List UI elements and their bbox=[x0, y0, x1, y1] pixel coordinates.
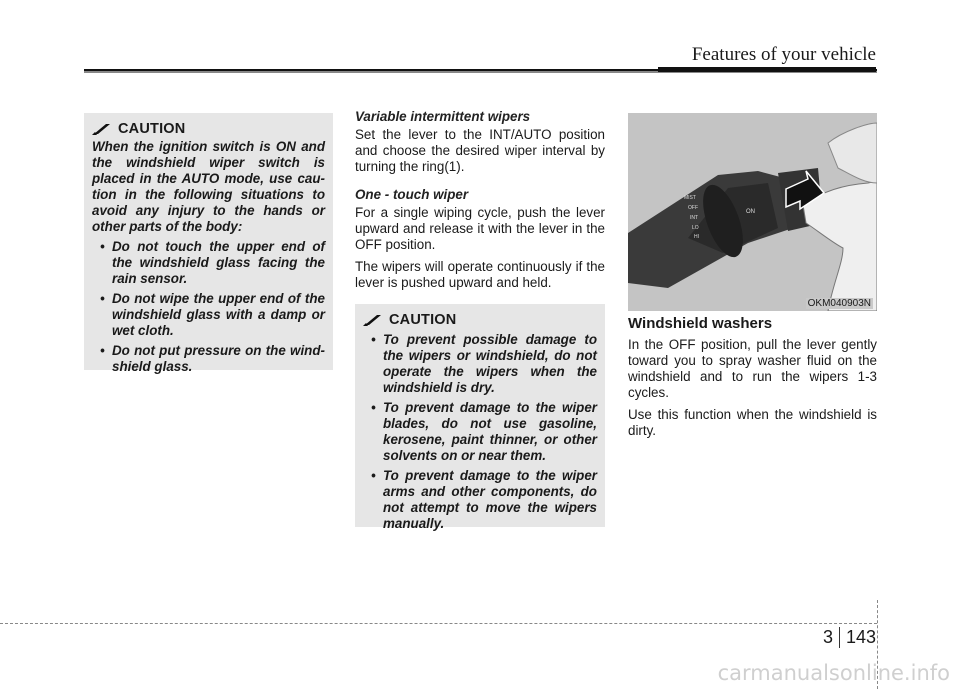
caution-label: CAUTION bbox=[118, 121, 186, 137]
caution-bullet-list bbox=[92, 239, 325, 375]
washers-usage-text: Use this function when the windshield is dirty. bbox=[628, 407, 877, 438]
header-rule-accent bbox=[658, 67, 876, 72]
lever-label: LO bbox=[692, 225, 699, 231]
watermark-text: carmanualsonline.info bbox=[717, 661, 950, 685]
caution-pencil-icon bbox=[92, 123, 112, 135]
caution-bullet: • To prevent possible damage to the wipers or windshield, do not operate the wipers when the windshield is dry. bbox=[363, 332, 597, 396]
right-column bbox=[628, 315, 877, 445]
page-header-title: Features of your vehicle bbox=[691, 44, 876, 65]
caution-bullet: • Do not touch the upper end of the windshield glass facing the rain sensor. bbox=[92, 239, 325, 287]
washers-heading: Windshield washers bbox=[628, 315, 773, 332]
one-touch-text: For a single wiping cycle, push the lever upward and release it with the lever in the OFF position. bbox=[355, 205, 605, 252]
footer-rule bbox=[0, 623, 877, 624]
caution-bullet-list bbox=[363, 332, 597, 532]
lever-label: OFF bbox=[688, 205, 698, 211]
variable-wipers-text: Set the lever to the INT/AUTO position and choose the desired wiper interval by turning the ring(1). bbox=[355, 127, 605, 174]
lever-label: MIST bbox=[684, 195, 696, 201]
lever-label: HI bbox=[694, 234, 699, 240]
middle-column bbox=[355, 109, 605, 297]
one-touch-heading: One - touch wiper bbox=[355, 187, 469, 202]
caution-bullet: • Do not put pressure on the wind- shield glass. bbox=[92, 343, 325, 375]
caution-bullet: • To prevent damage to the wiper arms and other components, do not attempt to move the wipers manually. bbox=[363, 468, 597, 532]
wiper-lever-figure bbox=[628, 113, 877, 311]
caution-bullet: • Do not wipe the upper end of the windshield glass with a damp or wet cloth. bbox=[92, 291, 325, 339]
figure-code: OKM040903N bbox=[807, 298, 871, 309]
caution-heading bbox=[92, 121, 325, 137]
chapter-number: 3 bbox=[823, 627, 840, 648]
page-number bbox=[823, 627, 876, 648]
caution-pencil-icon bbox=[363, 314, 383, 326]
caution-box-left bbox=[84, 113, 333, 374]
caution-bullet: • To prevent damage to the wiper blades, do not use gasoline, kerosene, paint thinner, or other solvents on or near them. bbox=[363, 400, 597, 464]
page-number-value: 143 bbox=[845, 627, 876, 647]
variable-wipers-heading: Variable intermittent wipers bbox=[355, 109, 531, 124]
lever-label: INT bbox=[690, 215, 699, 221]
continuous-wiper-text: The wipers will operate continuously if the lever is pushed upward and held. bbox=[355, 259, 605, 290]
caution-label: CAUTION bbox=[389, 312, 457, 328]
caution-box-middle bbox=[355, 304, 605, 531]
caution-intro-text: When the ignition switch is ON and the windshield wiper switch is placed in the AUTO mode, use cau- tion in the following situations to avoid any injury to the hands or other parts of the body: bbox=[92, 139, 325, 234]
lever-label: ON bbox=[746, 209, 755, 215]
caution-heading bbox=[363, 312, 597, 328]
washers-text: In the OFF position, pull the lever gently toward you to spray washer fluid on the windshield and to run the wipers 1-3 cycles. bbox=[628, 337, 877, 400]
